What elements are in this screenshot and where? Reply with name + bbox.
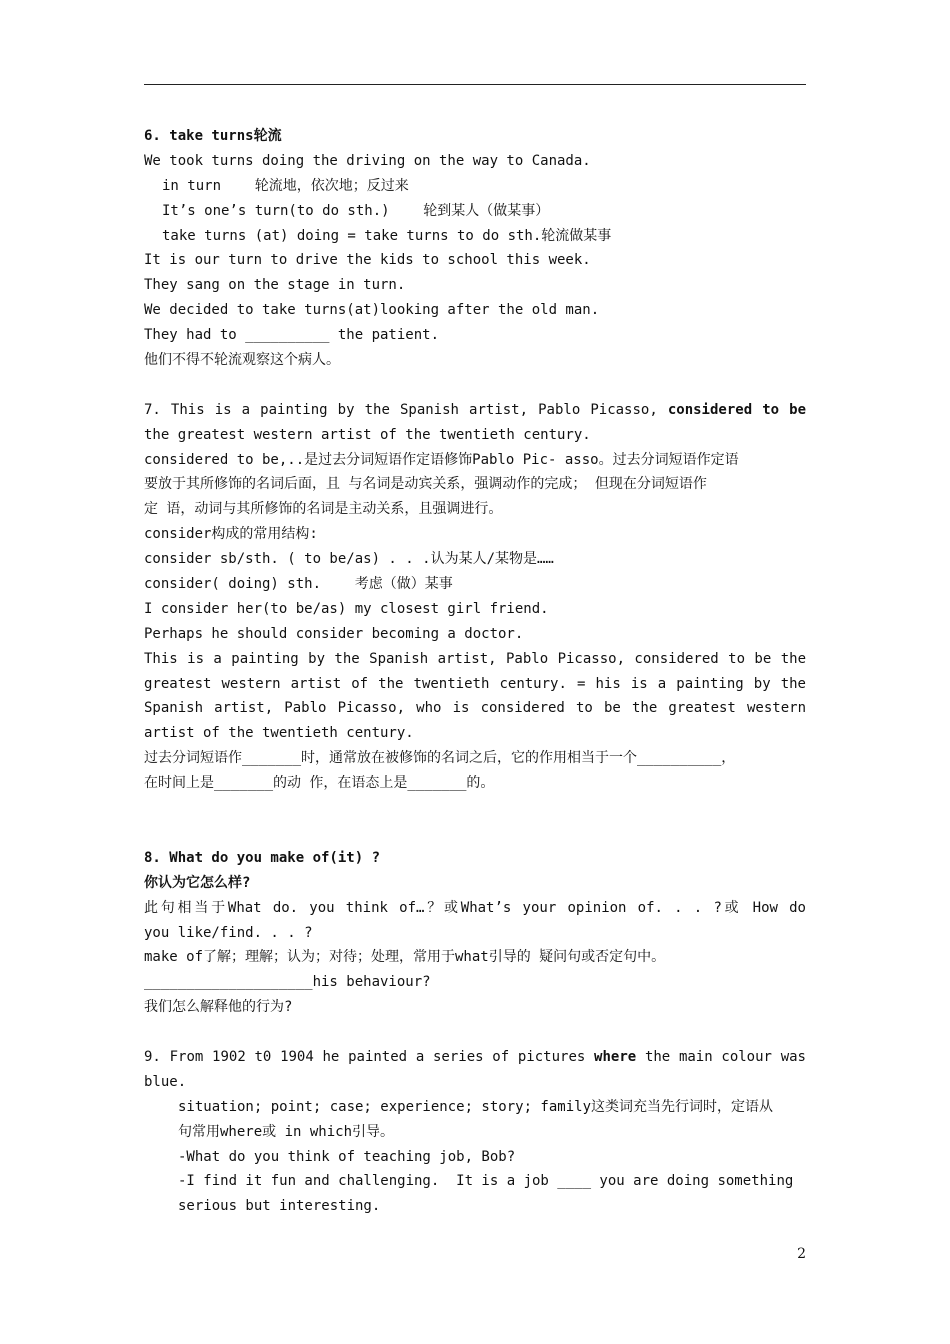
phrase-line: It’s one’s turn(to do sth.) 轮到某人（做某事） (162, 202, 550, 219)
explanation-line: considered to be,..是过去分词短语作定语修饰Pablo Pic- asso。过去分词短语作定语 (144, 451, 739, 468)
explanation-line: you like/find. . . ? (144, 924, 313, 941)
header-rule (144, 84, 806, 85)
section-7-title-line2: the greatest western artist of the twentieth century. (144, 426, 591, 443)
explanation-line: 定 语，动词与其所修饰的名词是主动关系，且强调进行。 (144, 501, 503, 518)
section-9-title (144, 1045, 806, 1070)
example-line: This is a painting by the Spanish artist, Pablo Picasso, considered to be the (144, 650, 806, 667)
section-8-title: 8. What do you make of(it) ? (144, 849, 381, 866)
section-8-subtitle: 你认为它怎么样? (144, 874, 251, 891)
explanation-line: 句常用where或 in which引导。 (178, 1123, 395, 1140)
section-6-title: 6. take turns轮流 (144, 128, 282, 144)
explanation-line: 要放于其所修饰的名词后面，且 与名词是动宾关系，强调动作的完成； 但现在分词短语作 (144, 476, 707, 493)
dialogue-line: serious but interesting. (178, 1198, 381, 1215)
example-line: Perhaps he should consider becoming a doctor. (144, 625, 524, 642)
exercise-line: 在时间上是_______的动 作，在语态上是_______的。 (144, 775, 495, 792)
section-9-keyword: where (594, 1048, 637, 1065)
section-7-title-text: 7. This is a painting by the Spanish artist, Pablo Picasso, (144, 401, 658, 418)
exercise-line: They had to __________ the patient. (144, 327, 440, 344)
translation-line: 我们怎么解释他的行为? (144, 999, 293, 1016)
structure-line: consider( doing) sth. 考虑（做）某事 (144, 576, 453, 593)
example-line: greatest western artist of the twentieth century. = his is a painting by the (144, 675, 806, 692)
example-line: We took turns doing the driving on the way to Canada. (144, 152, 591, 169)
section-7-keyword: considered to be (667, 401, 806, 418)
exercise-line: 过去分词短语作_______时，通常放在被修饰的名词之后，它的作用相当于一个__________， (144, 750, 736, 767)
page-number: 2 (797, 1246, 806, 1262)
example-line: artist of the twentieth century. (144, 725, 414, 742)
dialogue-line: -What do you think of teaching job, Bob? (178, 1148, 516, 1165)
example-line: It is our turn to drive the kids to school this week. (144, 252, 591, 269)
exercise-line: ____________________his behaviour? (144, 974, 431, 991)
translation-line: 他们不得不轮流观察这个病人。 (144, 352, 340, 369)
structure-line: consider sb/sth. ( to be/as) . . .认为某人/某物是…… (144, 551, 554, 568)
section-7-title (144, 398, 806, 423)
document-body (144, 124, 806, 1219)
section-9-title-text: 9. From 1902 t0 1904 he painted a series of pictures (144, 1048, 586, 1065)
example-line: They sang on the stage in turn. (144, 277, 406, 294)
section-9-title-end: the main colour was (644, 1048, 806, 1065)
explanation-line: situation; point; case; experience; story; family这类词充当先行词时，定语从 (178, 1098, 774, 1115)
section-9-title-line2: blue. (144, 1073, 187, 1090)
structure-heading: consider构成的常用结构: (144, 526, 318, 543)
phrase-line: in turn 轮流地，依次地；反过来 (162, 177, 409, 194)
example-line: I consider her(to be/as) my closest girl friend. (144, 600, 549, 617)
example-line: We decided to take turns(at)looking after the old man. (144, 302, 600, 319)
dialogue-line: -I find it fun and challenging. It is a job ____ you are doing something (178, 1173, 794, 1190)
example-line: Spanish artist, Pablo Picasso, who is considered to be the greatest western (144, 700, 806, 717)
phrase-line: take turns (at) doing = take turns to do sth.轮流做某事 (162, 227, 612, 244)
explanation-line: make of了解；理解；认为；对待；处理，常用于what引导的 疑问句或否定句中。 (144, 949, 666, 966)
explanation-line: 此句相当于What do. you think of…？或What’s your opinion of. . . ?或 How do (144, 899, 806, 916)
